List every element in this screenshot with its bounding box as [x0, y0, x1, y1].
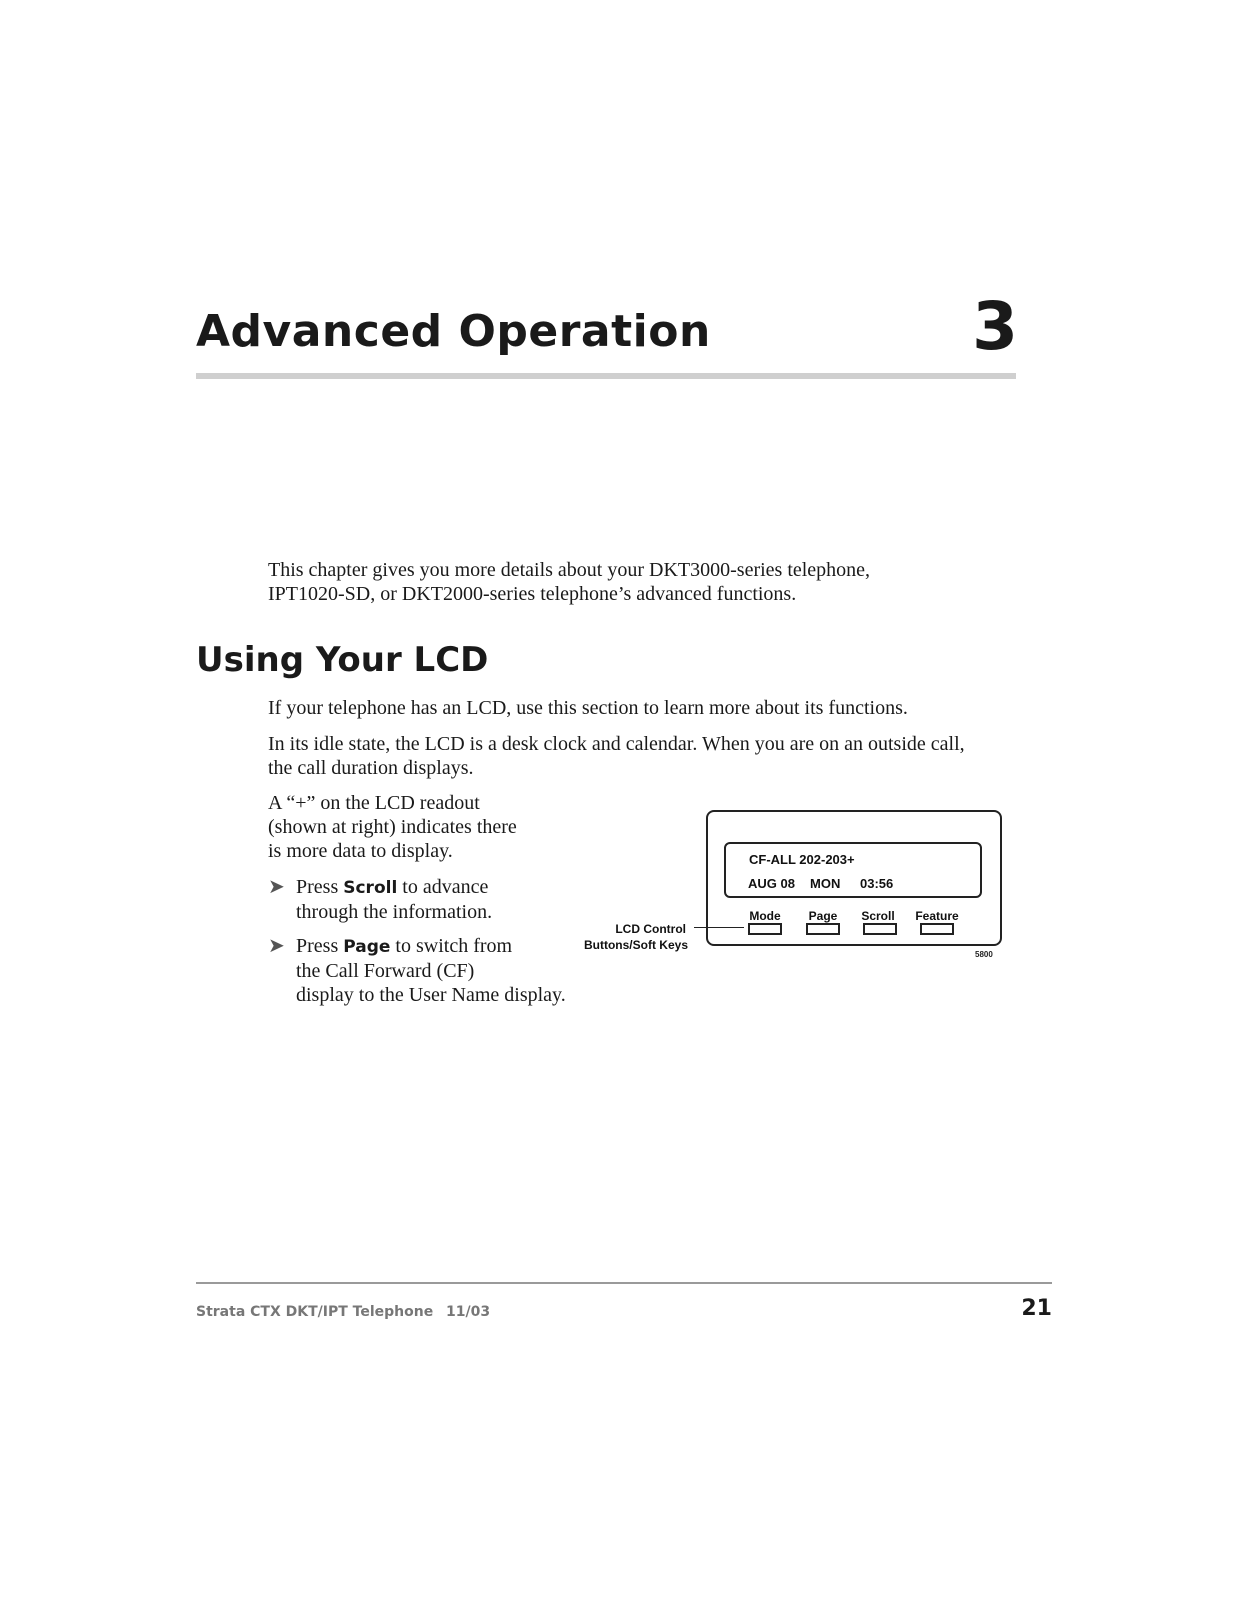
footer-date: 11/03	[446, 1304, 491, 1320]
softkey-mode-button	[748, 923, 782, 935]
section-paragraph-2	[268, 732, 965, 780]
bullet-rest: to advance	[397, 876, 489, 898]
bullet-press-label: Press	[296, 876, 344, 898]
bullet-arrow-icon: ➤	[268, 876, 285, 898]
lcd-screen-day: MON	[810, 876, 841, 891]
bullet-rest: to switch from	[390, 935, 513, 957]
intro-line-2: IPT1020-SD, or DKT2000-series telephone’s advanced functions.	[268, 583, 797, 605]
intro-line-1: This chapter gives you more details about your DKT3000-series telephone,	[268, 559, 871, 581]
bullet-line-3: display to the User Name display.	[296, 984, 566, 1006]
chapter-number: 3	[972, 288, 1018, 365]
intro-paragraph	[268, 558, 870, 606]
page-key-label: Page	[343, 937, 391, 957]
bullet-line-2: the Call Forward (CF)	[296, 960, 475, 982]
lcd-callout-label	[570, 921, 688, 953]
callout-line-1: LCD Control	[615, 922, 686, 936]
section-paragraph-2-line-2: the call duration displays.	[268, 757, 474, 779]
softkey-label-scroll: Scroll	[861, 909, 895, 923]
figure-number: 5800	[975, 950, 993, 959]
softkey-page-button	[806, 923, 840, 935]
section-paragraph-1: If your telephone has an LCD, use this section to learn more about its functions.	[268, 697, 908, 719]
bullet-line-2: through the information.	[296, 901, 493, 923]
lcd-screen-time: 03:56	[860, 876, 894, 891]
lcd-screen-line-1: CF-ALL 202-203+	[749, 852, 855, 867]
footer-divider	[196, 1282, 1052, 1284]
softkey-label-mode: Mode	[749, 909, 781, 923]
scroll-key-label: Scroll	[343, 878, 398, 898]
section-paragraph-3-line-2: (shown at right) indicates there	[268, 816, 517, 838]
section-paragraph-3-line-3: is more data to display.	[268, 840, 453, 862]
softkey-feature-button	[920, 923, 954, 935]
bullet-text	[296, 934, 616, 1007]
section-heading: Using Your LCD	[196, 640, 489, 680]
callout-leader-line	[694, 927, 744, 928]
chapter-title: Advanced Operation	[196, 306, 711, 357]
softkey-label-feature: Feature	[915, 909, 959, 923]
section-paragraph-3-line-1: A “+” on the LCD readout	[268, 792, 480, 814]
bullet-text	[296, 875, 616, 924]
page-number: 21	[1021, 1296, 1052, 1321]
chapter-divider	[196, 373, 1016, 379]
softkey-scroll-button	[863, 923, 897, 935]
lcd-screen-date: AUG 08	[748, 876, 795, 891]
softkey-label-page: Page	[808, 909, 838, 923]
footer-title: Strata CTX DKT/IPT Telephone	[196, 1304, 434, 1320]
bullet-press-label: Press	[296, 935, 344, 957]
bullet-arrow-icon: ➤	[268, 935, 285, 957]
section-paragraph-3	[268, 791, 517, 863]
section-paragraph-2-line-1: In its idle state, the LCD is a desk clock and calendar. When you are on an outside call,	[268, 733, 965, 755]
callout-line-2: Buttons/Soft Keys	[583, 938, 688, 952]
